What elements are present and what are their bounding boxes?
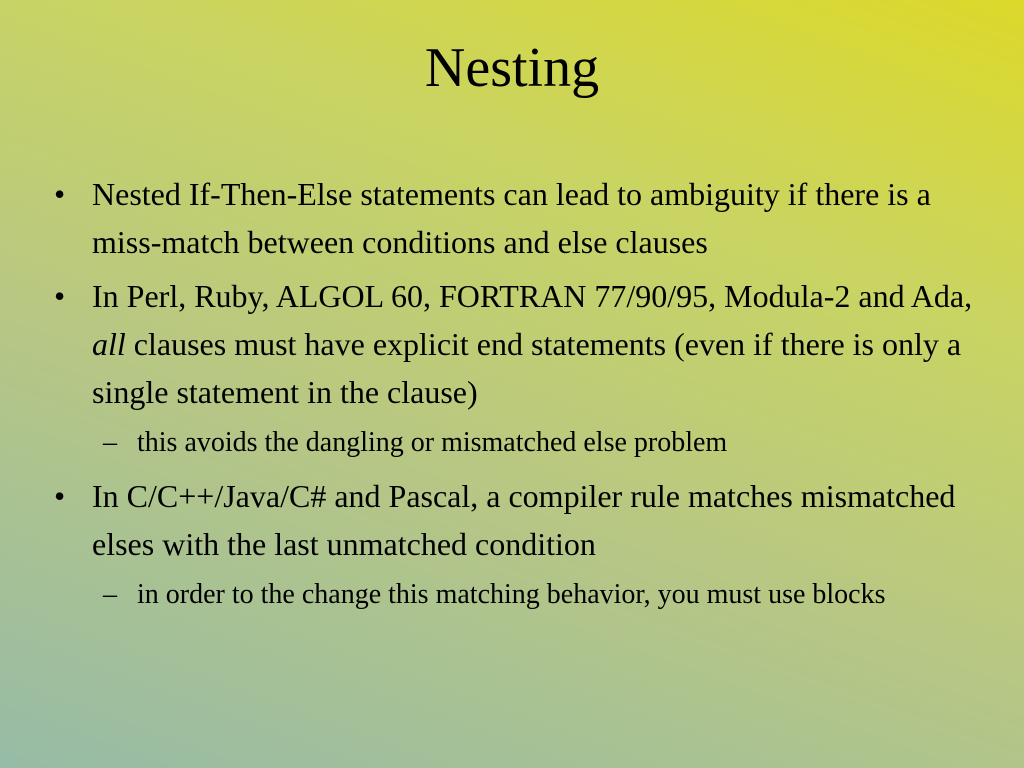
bullet-mark: • <box>54 478 66 514</box>
sub-bullet-mark: – <box>103 427 117 458</box>
bullet-emphasis: all <box>92 326 126 362</box>
bullet-text: Nested If-Then-Else statements can lead to ambiguity if there is a miss-match between conditions and else clauses <box>92 176 931 260</box>
bullet-item <box>0 272 1024 416</box>
slide-title: Nesting <box>424 37 600 99</box>
bullet-mark: • <box>54 176 66 212</box>
bullet-text: In C/C++/Java/C# and Pascal, a compiler rule matches mismatched elses with the last unmatched condition <box>92 478 956 562</box>
sub-bullet-text: in order to the change this matching behavior, you must use blocks <box>137 579 886 610</box>
sub-bullet-mark: – <box>103 579 117 610</box>
bullet-text-after: clauses must have explicit end statements (even if there is only a single statement in the clause) <box>92 326 962 410</box>
sub-bullet-item <box>0 574 1024 616</box>
sub-bullet-text: this avoids the dangling or mismatched else problem <box>137 427 728 458</box>
bullet-text-before: In Perl, Ruby, ALGOL 60, FORTRAN 77/90/95, Modula-2 and Ada, <box>92 278 973 314</box>
bullet-item <box>0 170 1024 266</box>
bullet-mark: • <box>54 278 66 314</box>
sub-bullet-item <box>0 422 1024 464</box>
slide-content <box>0 170 1024 624</box>
bullet-item <box>0 472 1024 568</box>
